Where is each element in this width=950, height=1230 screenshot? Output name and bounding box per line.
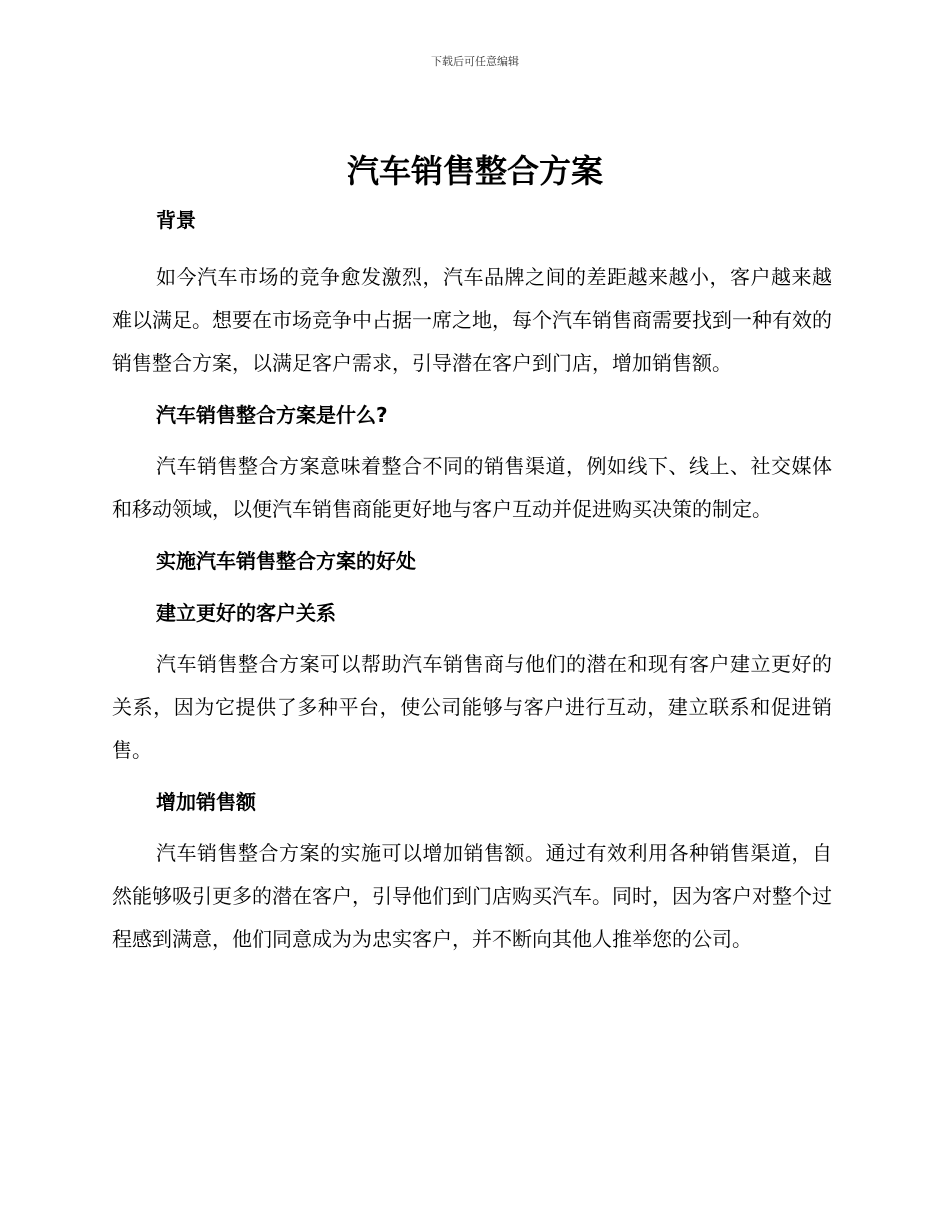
section-heading-benefits: 实施汽车销售整合方案的好处 (156, 549, 416, 573)
section-heading-background: 背景 (156, 208, 196, 232)
paragraph-what-is: 汽车销售整合方案意味着整合不同的销售渠道，例如线下、线上、社交媒体和移动领域，以便汽车销售商能更好地与客户互动并促进购买决策的制定。 (112, 454, 832, 521)
document-title: 汽车销售整合方案 (346, 152, 603, 190)
document-body (112, 204, 832, 961)
paragraph-background: 如今汽车市场的竞争愈发激烈，汽车品牌之间的差距越来越小，客户越来越难以满足。想要在市场竞争中占据一席之地，每个汽车销售商需要找到一种有效的销售整合方案，以满足客户需求，引导潜在客户到门店，增加销售额。 (112, 265, 832, 375)
section-heading-relationships: 建立更好的客户关系 (156, 601, 336, 625)
page-header: 下载后可任意编辑 (431, 55, 519, 68)
paragraph-sales: 汽车销售整合方案的实施可以增加销售额。通过有效利用各种销售渠道，自然能够吸引更多的潜在客户，引导他们到门店购买汽车。同时，因为客户对整个过程感到满意，他们同意成为为忠实客户，并不断向其他人推举您的公司。 (112, 841, 832, 951)
section-heading-sales: 增加销售额 (156, 790, 256, 814)
section-heading-what-is: 汽车销售整合方案是什么? (156, 403, 388, 427)
paragraph-relationships: 汽车销售整合方案可以帮助汽车销售商与他们的潜在和现有客户建立更好的关系，因为它提供了多种平台，使公司能够与客户进行互动，建立联系和促进销售。 (112, 652, 832, 762)
